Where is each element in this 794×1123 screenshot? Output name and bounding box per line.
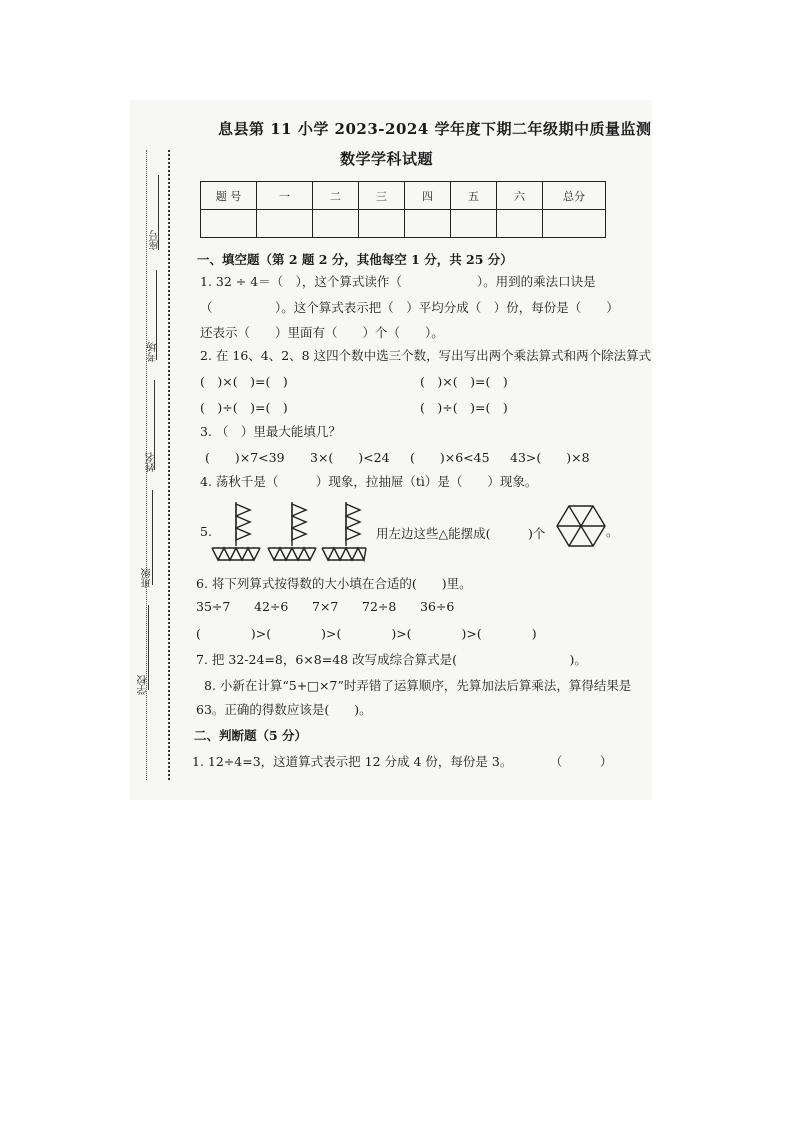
name-line: [154, 380, 155, 470]
section1-heading: 一、填空题（第 2 题 2 分，其他每空 1 分，共 25 分）: [197, 252, 513, 267]
score-table: [200, 181, 606, 238]
q3-line: 3. （ ）里最大能填几？: [200, 424, 341, 439]
flag-figure: [322, 502, 366, 560]
q3-item-4: 43>( )×8: [510, 450, 590, 465]
score-table-header: 六: [497, 182, 543, 210]
score-cell[interactable]: [201, 210, 257, 238]
score-table-header: 三: [359, 182, 405, 210]
q1-line2: （ ）。这个算式表示把（ ）平均分成（ ）份，每份是（ ）: [200, 300, 619, 315]
seat-number-label: 座号: [150, 230, 161, 250]
score-table-header: 二: [313, 182, 359, 210]
score-table-header-row: [201, 182, 606, 210]
binding-dotted-line: [168, 150, 170, 780]
q6-blanks: ( )>( )>( )>( )>( ): [196, 626, 537, 641]
class-line: [152, 490, 153, 585]
q1-line1: 1. 32 ÷ 4＝（ ），这个算式读作（ ）。用到的乘法口诀是: [200, 274, 596, 289]
q6-expr: 35÷7: [196, 599, 231, 614]
q8-line1: 8. 小新在计算“5+□×7”时弄错了运算顺序，先算加法后算乘法，算得结果是: [204, 678, 632, 693]
q2-div-1: ( )÷( )=( ): [200, 400, 288, 415]
seat-number-line: [158, 175, 159, 250]
score-table-header: 题 号: [201, 182, 257, 210]
q8-line2: 63。正确的得数应该是( )。: [196, 702, 372, 717]
score-cell[interactable]: [313, 210, 359, 238]
score-cell[interactable]: [405, 210, 451, 238]
score-table-score-row: [201, 210, 606, 238]
score-cell[interactable]: [257, 210, 313, 238]
q3-item-3: ( )×6<45: [410, 450, 490, 465]
q7-line: 7. 把 32-24=8，6×8=48 改写成综合算式是( )。: [196, 652, 587, 667]
q2-mult-1: ( )×( )=( ): [200, 374, 288, 389]
q5-number: 5.: [200, 524, 212, 539]
q6-expr: 7×7: [312, 599, 339, 614]
exam-room-line: [156, 270, 157, 360]
score-cell[interactable]: [497, 210, 543, 238]
q3-item-2: 3×( )<24: [310, 450, 390, 465]
class-label: 班级: [142, 568, 153, 588]
q6-line: 6. 将下列算式按得数的大小填在合适的( )里。: [196, 576, 472, 591]
q2-mult-2: ( )×( )=( ): [420, 374, 508, 389]
q6-expr: 42÷6: [254, 599, 289, 614]
flag-triangle-figures: [210, 500, 370, 564]
q2-div-2: ( )÷( )=( ): [420, 400, 508, 415]
score-cell[interactable]: [359, 210, 405, 238]
score-cell[interactable]: [543, 210, 606, 238]
school-label: 学校: [138, 675, 149, 695]
flag-figure: [212, 502, 260, 560]
hexagon-icon: [556, 504, 606, 548]
exam-room-label: 考场: [148, 342, 159, 362]
name-label: 姓名: [146, 452, 157, 472]
school-line: [148, 605, 149, 690]
exam-title: 息县第 11 小学 2023-2024 学年度下期二年级期中质量监测: [218, 120, 652, 138]
score-table-header: 四: [405, 182, 451, 210]
score-cell[interactable]: [451, 210, 497, 238]
exam-subtitle: 数学学科试题: [340, 150, 434, 168]
q5-end-period: 。: [606, 524, 619, 539]
q6-expr: 72÷8: [362, 599, 397, 614]
q2-line: 2. 在 16、4、2、8 这四个数中选三个数，写出写出两个乘法算式和两个除法算式: [200, 348, 652, 363]
score-table-header: 总分: [543, 182, 606, 210]
score-table-header: 一: [257, 182, 313, 210]
section2-heading: 二、判断题（5 分）: [194, 728, 308, 743]
q6-expr: 36÷6: [420, 599, 455, 614]
q4-line: 4. 荡秋千是（ ）现象，拉抽屉（tì）是（ ）现象。: [200, 474, 538, 489]
q5-text: 用左边这些△能摆成( )个: [376, 526, 546, 541]
flag-figure: [268, 502, 316, 560]
judge-q1: 1. 12÷4=3，这道算式表示把 12 分成 4 份，每份是 3。 （ ）: [192, 754, 613, 769]
q1-line3: 还表示（ ）里面有（ ）个（ ）。: [200, 325, 444, 340]
score-table-header: 五: [451, 182, 497, 210]
q3-item-1: ( )×7<39: [205, 450, 285, 465]
